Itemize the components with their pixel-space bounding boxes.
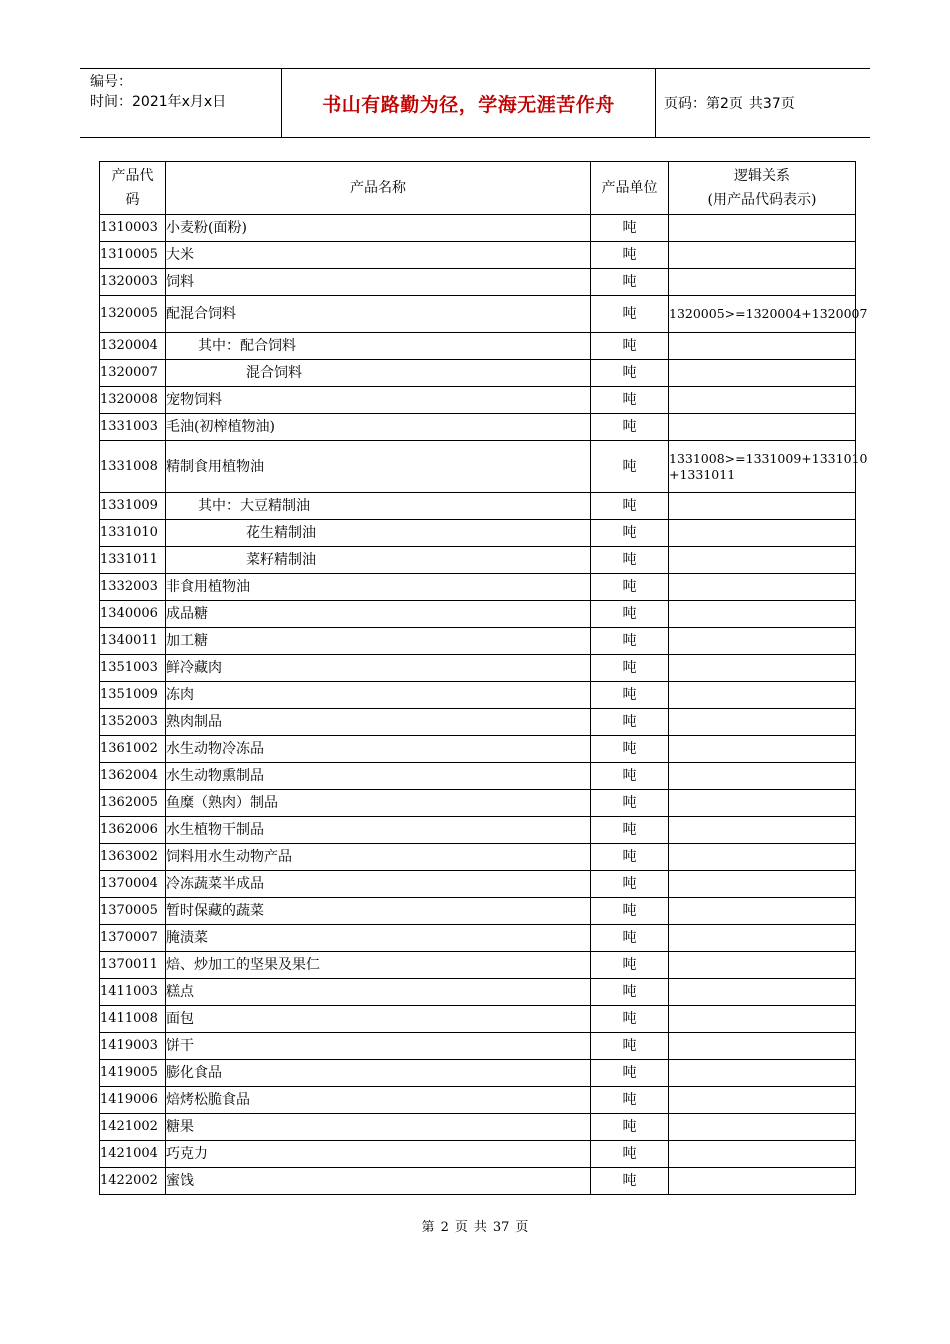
product-name-cell: 熟肉制品 — [166, 709, 591, 736]
product-unit-cell: 吨 — [591, 709, 669, 736]
product-name-cell: 鲜冷藏肉 — [166, 655, 591, 682]
product-name-cell: 非食用植物油 — [166, 574, 591, 601]
product-code-cell: 1352003 — [100, 709, 166, 736]
product-name-cell: 饼干 — [166, 1033, 591, 1060]
product-name-cell: 混合饲料 — [166, 360, 591, 387]
document-time-label: 时间：2021年x月x日 — [90, 94, 227, 110]
table-row — [100, 1141, 856, 1168]
product-name-cell: 暂时保藏的蔬菜 — [166, 898, 591, 925]
table-header-row — [100, 162, 856, 215]
product-name-cell: 巧克力 — [166, 1141, 591, 1168]
product-name-cell: 冷冻蔬菜半成品 — [166, 871, 591, 898]
table-row — [100, 493, 856, 520]
product-name-cell: 糖果 — [166, 1114, 591, 1141]
logic-relation-cell — [669, 520, 856, 547]
table-row — [100, 441, 856, 493]
column-header-code: 产品代码 — [100, 162, 166, 215]
product-code-cell: 1331008 — [100, 441, 166, 493]
product-name-cell: 水生动物冷冻品 — [166, 736, 591, 763]
product-code-cell: 1332003 — [100, 574, 166, 601]
product-name-cell: 焙、炒加工的坚果及果仁 — [166, 952, 591, 979]
product-unit-cell: 吨 — [591, 952, 669, 979]
product-code-cell: 1419003 — [100, 1033, 166, 1060]
table-row — [100, 655, 856, 682]
product-code-cell: 1362006 — [100, 817, 166, 844]
column-header-name: 产品名称 — [166, 162, 591, 215]
product-unit-cell: 吨 — [591, 441, 669, 493]
footer-gong: 共 — [473, 1220, 487, 1235]
logic-relation-cell — [669, 844, 856, 871]
product-name-cell: 花生精制油 — [166, 520, 591, 547]
product-code-cell: 1340006 — [100, 601, 166, 628]
header-page-info — [664, 69, 801, 137]
product-code-cell: 1351003 — [100, 655, 166, 682]
logic-relation-cell — [669, 387, 856, 414]
product-code-cell: 1310003 — [100, 215, 166, 242]
product-code-cell: 1331010 — [100, 520, 166, 547]
product-name-cell: 其中：配合饲料 — [166, 333, 591, 360]
product-unit-cell: 吨 — [591, 871, 669, 898]
footer-ye: 页 — [454, 1220, 468, 1235]
product-code-cell: 1421004 — [100, 1141, 166, 1168]
product-code-cell: 1310005 — [100, 242, 166, 269]
table-row — [100, 269, 856, 296]
logic-relation-cell — [669, 1060, 856, 1087]
table-row — [100, 763, 856, 790]
product-unit-cell: 吨 — [591, 215, 669, 242]
product-unit-cell: 吨 — [591, 1141, 669, 1168]
product-unit-cell: 吨 — [591, 269, 669, 296]
logic-relation-cell — [669, 736, 856, 763]
product-name-cell: 小麦粉(面粉) — [166, 215, 591, 242]
product-unit-cell: 吨 — [591, 547, 669, 574]
product-unit-cell: 吨 — [591, 1033, 669, 1060]
table-row — [100, 898, 856, 925]
product-code-cell: 1331009 — [100, 493, 166, 520]
table-row — [100, 1168, 856, 1195]
product-name-cell: 其中：大豆精制油 — [166, 493, 591, 520]
logic-relation-text-continued: +1331011 — [669, 466, 736, 482]
product-unit-cell: 吨 — [591, 360, 669, 387]
logic-relation-cell — [669, 493, 856, 520]
product-name-cell: 精制食用植物油 — [166, 441, 591, 493]
logic-relation-cell — [669, 601, 856, 628]
logic-relation-cell — [669, 296, 868, 333]
table-row — [100, 682, 856, 709]
logic-relation-text: 1320005>=1320004+1320007 — [669, 306, 868, 321]
table-row — [100, 709, 856, 736]
logic-relation-cell — [669, 898, 856, 925]
product-unit-cell: 吨 — [591, 493, 669, 520]
page-footer — [0, 1216, 950, 1235]
product-unit-cell: 吨 — [591, 520, 669, 547]
product-unit-cell: 吨 — [591, 898, 669, 925]
logic-relation-cell — [669, 817, 856, 844]
product-unit-cell: 吨 — [591, 574, 669, 601]
product-unit-cell: 吨 — [591, 844, 669, 871]
column-header-logic — [669, 162, 856, 215]
product-code-cell: 1370005 — [100, 898, 166, 925]
product-name-cell: 加工糖 — [166, 628, 591, 655]
product-unit-cell: 吨 — [591, 1060, 669, 1087]
table-row — [100, 387, 856, 414]
logic-relation-cell — [669, 333, 856, 360]
table-row — [100, 817, 856, 844]
product-code-cell: 1419006 — [100, 1087, 166, 1114]
logic-relation-cell — [669, 979, 856, 1006]
header-page-label: 页码：第2页 — [664, 96, 743, 112]
product-unit-cell: 吨 — [591, 414, 669, 441]
column-header-logic-title: 逻辑关系 — [734, 168, 790, 184]
product-name-cell: 菜籽精制油 — [166, 547, 591, 574]
product-name-cell: 面包 — [166, 1006, 591, 1033]
product-code-cell: 1421002 — [100, 1114, 166, 1141]
logic-relation-cell — [669, 360, 856, 387]
product-code-cell: 1362005 — [100, 790, 166, 817]
table-row — [100, 871, 856, 898]
product-code-cell: 1340011 — [100, 628, 166, 655]
logic-relation-cell — [669, 574, 856, 601]
logic-relation-cell — [669, 952, 856, 979]
logic-relation-cell — [669, 709, 856, 736]
table-row — [100, 1114, 856, 1141]
product-code-cell: 1361002 — [100, 736, 166, 763]
product-code-cell: 1320005 — [100, 296, 166, 333]
product-name-cell: 焙烤松脆食品 — [166, 1087, 591, 1114]
logic-relation-cell — [669, 1033, 856, 1060]
column-header-logic-subtitle: (用产品代码表示) — [707, 192, 817, 208]
table-row — [100, 215, 856, 242]
product-code-cell: 1320007 — [100, 360, 166, 387]
product-name-cell: 毛油(初榨植物油) — [166, 414, 591, 441]
header-total-label: 共37页 — [748, 96, 795, 112]
footer-ye: 页 — [515, 1220, 529, 1235]
table-row — [100, 952, 856, 979]
product-code-cell: 1370004 — [100, 871, 166, 898]
product-unit-cell: 吨 — [591, 601, 669, 628]
header-divider — [655, 69, 656, 137]
footer-page-number: 2 — [440, 1220, 449, 1235]
logic-relation-cell — [669, 790, 856, 817]
table-row — [100, 360, 856, 387]
table-row — [100, 520, 856, 547]
product-unit-cell: 吨 — [591, 1006, 669, 1033]
product-code-cell: 1422002 — [100, 1168, 166, 1195]
logic-relation-cell — [669, 1114, 856, 1141]
table-row — [100, 574, 856, 601]
product-code-cell: 1411008 — [100, 1006, 166, 1033]
table-row — [100, 547, 856, 574]
product-unit-cell: 吨 — [591, 682, 669, 709]
product-code-cell: 1320004 — [100, 333, 166, 360]
product-unit-cell: 吨 — [591, 1087, 669, 1114]
table-row — [100, 242, 856, 269]
logic-relation-cell — [669, 871, 856, 898]
logic-relation-cell — [669, 1141, 856, 1168]
table-row — [100, 1060, 856, 1087]
table-row — [100, 628, 856, 655]
product-unit-cell: 吨 — [591, 333, 669, 360]
table-row — [100, 736, 856, 763]
product-code-cell: 1411003 — [100, 979, 166, 1006]
table-row — [100, 1006, 856, 1033]
header-motto: 书山有路勤为径，学海无涯苦作舟 — [322, 93, 615, 116]
product-name-cell: 大米 — [166, 242, 591, 269]
logic-relation-cell — [669, 1168, 856, 1195]
column-header-unit: 产品单位 — [591, 162, 669, 215]
product-unit-cell: 吨 — [591, 979, 669, 1006]
logic-relation-cell — [669, 628, 856, 655]
product-unit-cell: 吨 — [591, 1114, 669, 1141]
product-name-cell: 鱼糜（熟肉）制品 — [166, 790, 591, 817]
product-name-cell: 宠物饲料 — [166, 387, 591, 414]
logic-relation-cell — [669, 269, 856, 296]
header-meta — [90, 72, 290, 112]
product-name-cell: 糕点 — [166, 979, 591, 1006]
product-table — [99, 161, 868, 1195]
document-number-label: 编号： — [90, 74, 132, 90]
product-name-cell: 水生植物干制品 — [166, 817, 591, 844]
product-code-cell: 1370007 — [100, 925, 166, 952]
product-unit-cell: 吨 — [591, 296, 669, 333]
product-name-cell: 蜜饯 — [166, 1168, 591, 1195]
page-header — [80, 68, 870, 138]
logic-relation-cell — [669, 547, 856, 574]
logic-relation-text: 1331008>=1331009+1331010 — [669, 450, 868, 466]
product-name-cell: 成品糖 — [166, 601, 591, 628]
logic-relation-cell — [669, 763, 856, 790]
table-row — [100, 1033, 856, 1060]
product-name-cell: 饲料 — [166, 269, 591, 296]
logic-relation-cell — [669, 925, 856, 952]
table-row — [100, 790, 856, 817]
footer-di: 第 — [421, 1220, 435, 1235]
logic-relation-cell — [669, 215, 856, 242]
logic-relation-cell — [669, 441, 868, 493]
product-name-cell: 膨化食品 — [166, 1060, 591, 1087]
product-name-cell: 饲料用水生动物产品 — [166, 844, 591, 871]
table-row — [100, 296, 856, 333]
product-code-cell: 1331003 — [100, 414, 166, 441]
logic-relation-cell — [669, 1006, 856, 1033]
product-code-cell: 1320003 — [100, 269, 166, 296]
product-unit-cell: 吨 — [591, 736, 669, 763]
product-code-cell: 1320008 — [100, 387, 166, 414]
table-row — [100, 414, 856, 441]
product-unit-cell: 吨 — [591, 1168, 669, 1195]
logic-relation-cell — [669, 1087, 856, 1114]
logic-relation-cell — [669, 682, 856, 709]
table-row — [100, 1087, 856, 1114]
table-row — [100, 333, 856, 360]
product-unit-cell: 吨 — [591, 925, 669, 952]
table-row — [100, 979, 856, 1006]
product-unit-cell: 吨 — [591, 242, 669, 269]
product-unit-cell: 吨 — [591, 655, 669, 682]
table-row — [100, 925, 856, 952]
product-code-cell: 1363002 — [100, 844, 166, 871]
product-name-cell: 配混合饲料 — [166, 296, 591, 333]
product-unit-cell: 吨 — [591, 387, 669, 414]
logic-relation-cell — [669, 414, 856, 441]
product-name-cell: 腌渍菜 — [166, 925, 591, 952]
product-code-cell: 1362004 — [100, 763, 166, 790]
product-code-cell: 1331011 — [100, 547, 166, 574]
product-name-cell: 冻肉 — [166, 682, 591, 709]
product-unit-cell: 吨 — [591, 817, 669, 844]
product-code-cell: 1419005 — [100, 1060, 166, 1087]
footer-total-pages: 37 — [492, 1220, 510, 1235]
logic-relation-cell — [669, 655, 856, 682]
product-code-cell: 1370011 — [100, 952, 166, 979]
product-unit-cell: 吨 — [591, 790, 669, 817]
table-row — [100, 601, 856, 628]
table-row — [100, 844, 856, 871]
product-name-cell: 水生动物熏制品 — [166, 763, 591, 790]
product-unit-cell: 吨 — [591, 763, 669, 790]
logic-relation-cell — [669, 242, 856, 269]
product-code-cell: 1351009 — [100, 682, 166, 709]
product-unit-cell: 吨 — [591, 628, 669, 655]
